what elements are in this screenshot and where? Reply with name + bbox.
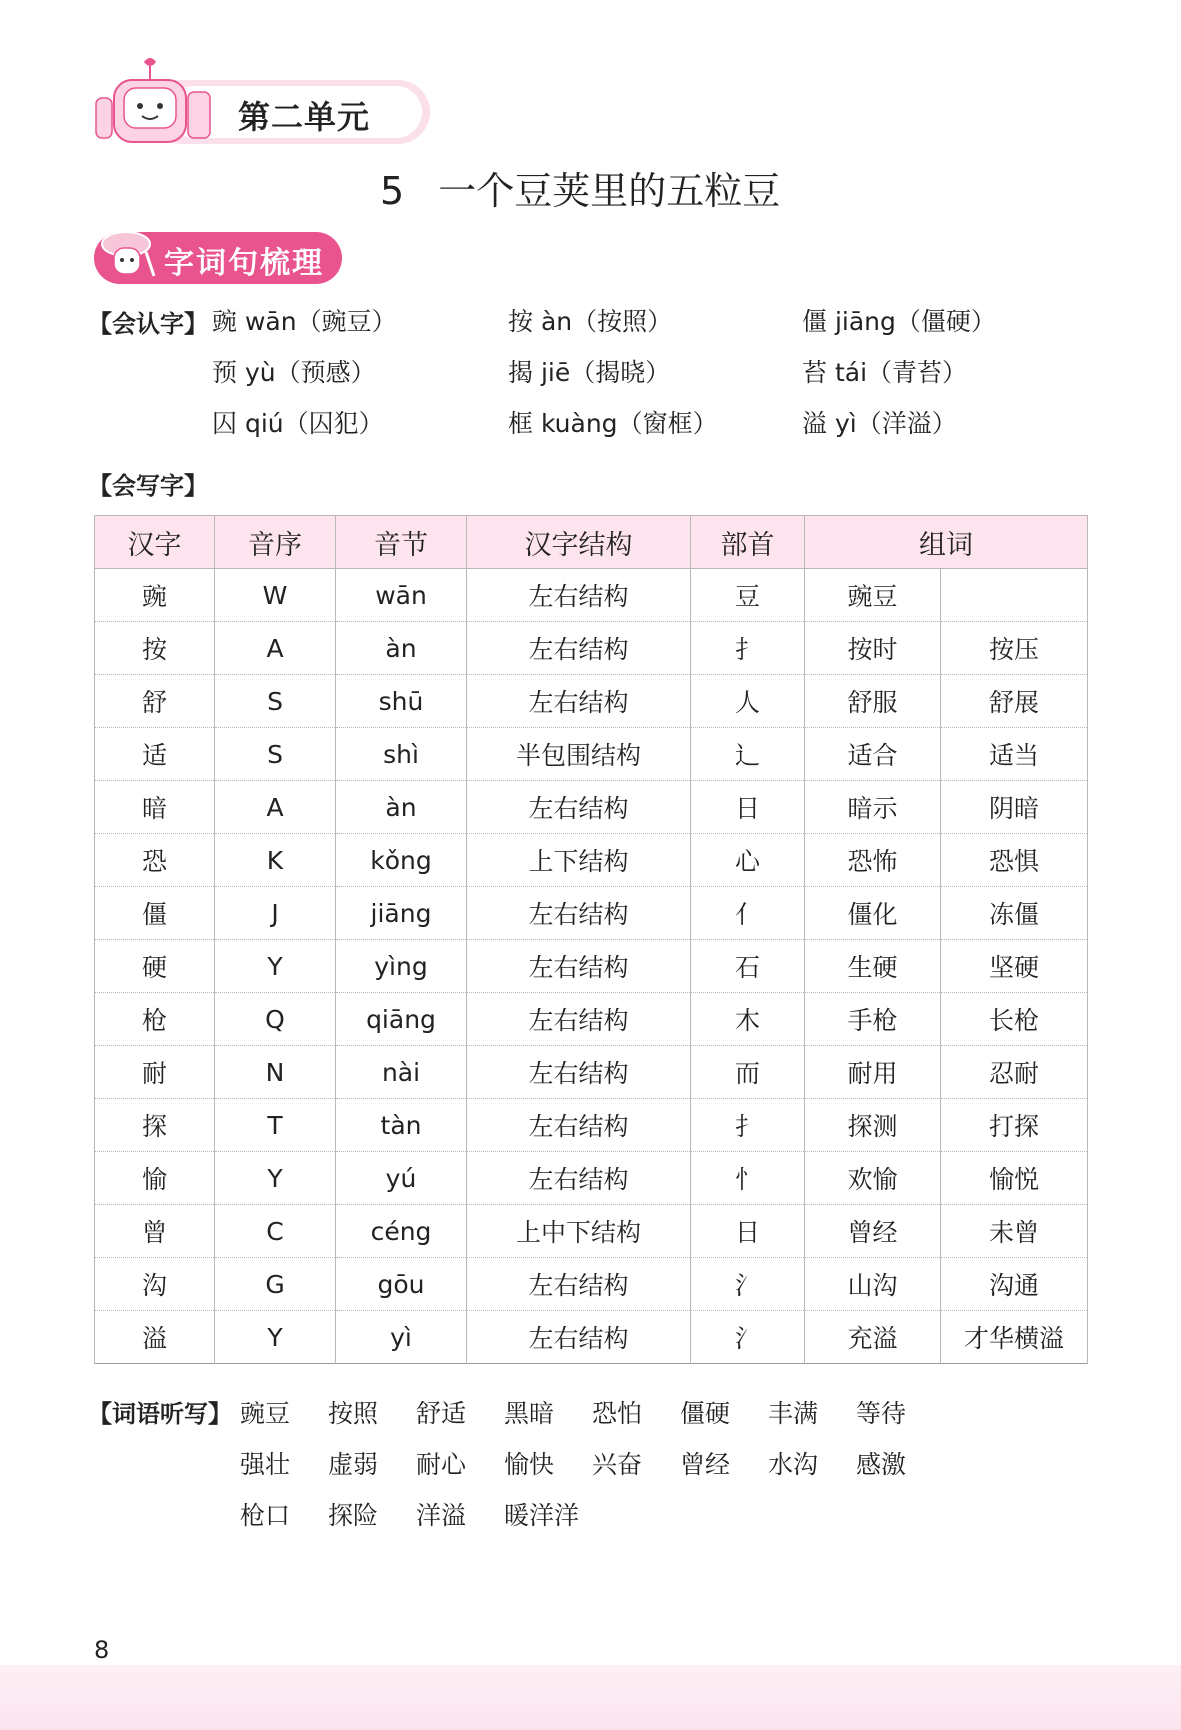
header-structure: 汉字结构 xyxy=(467,516,691,569)
dictation-word: 曾经 xyxy=(680,1450,731,1479)
row-word-2 xyxy=(941,569,1088,622)
row-word-1: 山沟 xyxy=(805,1258,941,1311)
row-char: 舒 xyxy=(95,675,215,728)
row-radical: 扌 xyxy=(691,1099,805,1152)
recognize-item: 豌 wān（豌豆） xyxy=(212,307,397,336)
row-word-1: 充溢 xyxy=(805,1311,941,1364)
dictation-word: 强壮 xyxy=(240,1450,291,1479)
dictation-word: 探险 xyxy=(328,1501,379,1530)
mushroom-mascot-icon xyxy=(96,226,160,286)
row-structure: 左右结构 xyxy=(467,1311,691,1364)
row-pinyin: wān xyxy=(336,569,467,622)
row-word-2: 愉悦 xyxy=(941,1152,1088,1205)
row-char: 暗 xyxy=(95,781,215,834)
dictation-word: 等待 xyxy=(856,1399,907,1428)
row-word-2: 按压 xyxy=(941,622,1088,675)
row-pinyin: jiāng xyxy=(336,887,467,940)
table-row xyxy=(95,940,1088,993)
dictation-word: 恐怕 xyxy=(592,1399,643,1428)
table-row xyxy=(95,1152,1088,1205)
row-char: 愉 xyxy=(95,1152,215,1205)
row-structure: 上下结构 xyxy=(467,834,691,887)
row-radical: 心 xyxy=(691,834,805,887)
row-structure: 左右结构 xyxy=(467,1099,691,1152)
row-radical: 辶 xyxy=(691,728,805,781)
recognize-item: 框 kuàng（窗框） xyxy=(508,409,718,438)
row-word-2: 适当 xyxy=(941,728,1088,781)
dictation-word: 暖洋洋 xyxy=(504,1501,580,1530)
dictation-word: 水沟 xyxy=(768,1450,819,1479)
row-letter: Y xyxy=(215,940,336,993)
row-letter: N xyxy=(215,1046,336,1099)
dictation-word: 按照 xyxy=(328,1399,379,1428)
robot-mascot-icon xyxy=(92,52,222,152)
header-words: 组词 xyxy=(805,516,1088,569)
row-letter: W xyxy=(215,569,336,622)
table-row xyxy=(95,1205,1088,1258)
table-row xyxy=(95,1258,1088,1311)
row-radical: 扌 xyxy=(691,622,805,675)
row-letter: T xyxy=(215,1099,336,1152)
row-pinyin: céng xyxy=(336,1205,467,1258)
row-pinyin: tàn xyxy=(336,1099,467,1152)
table-row xyxy=(95,728,1088,781)
lesson-title xyxy=(380,160,780,215)
section-label: 字词句梳理 xyxy=(164,246,324,281)
row-letter: G xyxy=(215,1258,336,1311)
dictation-word: 兴奋 xyxy=(592,1450,643,1479)
row-char: 曾 xyxy=(95,1205,215,1258)
row-letter: Y xyxy=(215,1152,336,1205)
row-char: 溢 xyxy=(95,1311,215,1364)
row-structure: 左右结构 xyxy=(467,887,691,940)
row-word-2: 才华横溢 xyxy=(941,1311,1088,1364)
row-char: 豌 xyxy=(95,569,215,622)
row-word-1: 豌豆 xyxy=(805,569,941,622)
lesson-name: 一个豆荚里的五粒豆 xyxy=(438,169,781,213)
row-word-1: 按时 xyxy=(805,622,941,675)
row-word-2: 冻僵 xyxy=(941,887,1088,940)
row-letter: C xyxy=(215,1205,336,1258)
table-header-row xyxy=(95,516,1088,569)
row-word-1: 手枪 xyxy=(805,993,941,1046)
row-pinyin: àn xyxy=(336,781,467,834)
row-word-1: 耐用 xyxy=(805,1046,941,1099)
dictation-word: 枪口 xyxy=(240,1501,291,1530)
table-row xyxy=(95,887,1088,940)
row-pinyin: gōu xyxy=(336,1258,467,1311)
row-pinyin: kǒng xyxy=(336,834,467,887)
row-radical: 而 xyxy=(691,1046,805,1099)
unit-title: 第二单元 xyxy=(238,98,371,136)
table-row xyxy=(95,569,1088,622)
row-letter: J xyxy=(215,887,336,940)
row-word-2: 沟通 xyxy=(941,1258,1088,1311)
row-char: 僵 xyxy=(95,887,215,940)
row-radical: 氵 xyxy=(691,1258,805,1311)
row-word-1: 曾经 xyxy=(805,1205,941,1258)
row-word-1: 舒服 xyxy=(805,675,941,728)
table-row xyxy=(95,781,1088,834)
row-structure: 左右结构 xyxy=(467,1258,691,1311)
row-letter: Q xyxy=(215,993,336,1046)
row-word-1: 探测 xyxy=(805,1099,941,1152)
dictation-word: 洋溢 xyxy=(416,1501,467,1530)
row-structure: 半包围结构 xyxy=(467,728,691,781)
row-char: 耐 xyxy=(95,1046,215,1099)
page-number: 8 xyxy=(94,1636,110,1664)
page-footer-band xyxy=(0,1665,1181,1730)
row-structure: 左右结构 xyxy=(467,675,691,728)
row-word-1: 适合 xyxy=(805,728,941,781)
dictation-word: 舒适 xyxy=(416,1399,467,1428)
row-radical: 豆 xyxy=(691,569,805,622)
row-radical: 日 xyxy=(691,1205,805,1258)
row-word-2: 长枪 xyxy=(941,993,1088,1046)
row-char: 按 xyxy=(95,622,215,675)
row-word-1: 暗示 xyxy=(805,781,941,834)
row-char: 沟 xyxy=(95,1258,215,1311)
dictation-word: 丰满 xyxy=(768,1399,819,1428)
row-structure: 上中下结构 xyxy=(467,1205,691,1258)
row-char: 硬 xyxy=(95,940,215,993)
row-structure: 左右结构 xyxy=(467,622,691,675)
row-word-2: 舒展 xyxy=(941,675,1088,728)
dictation-word: 感激 xyxy=(856,1450,907,1479)
table-row xyxy=(95,675,1088,728)
row-radical: 木 xyxy=(691,993,805,1046)
recognize-item: 僵 jiāng（僵硬） xyxy=(802,307,996,336)
row-letter: S xyxy=(215,728,336,781)
row-char: 枪 xyxy=(95,993,215,1046)
row-structure: 左右结构 xyxy=(467,1046,691,1099)
row-letter: K xyxy=(215,834,336,887)
table-row xyxy=(95,1311,1088,1364)
row-word-2: 打探 xyxy=(941,1099,1088,1152)
row-structure: 左右结构 xyxy=(467,993,691,1046)
lesson-number: 5 xyxy=(380,169,405,213)
write-label: 【会写字】 xyxy=(88,472,208,500)
row-word-2: 忍耐 xyxy=(941,1046,1088,1099)
recognize-item: 揭 jiē（揭晓） xyxy=(508,358,671,387)
dictation-word: 虚弱 xyxy=(328,1450,379,1479)
row-radical: 日 xyxy=(691,781,805,834)
row-pinyin: àn xyxy=(336,622,467,675)
dictation-label: 【词语听写】 xyxy=(88,1400,232,1428)
header-char: 汉字 xyxy=(95,516,215,569)
recognize-item: 囚 qiú（囚犯） xyxy=(212,409,384,438)
table-row xyxy=(95,993,1088,1046)
row-char: 适 xyxy=(95,728,215,781)
row-structure: 左右结构 xyxy=(467,781,691,834)
row-word-2: 恐惧 xyxy=(941,834,1088,887)
row-pinyin: shū xyxy=(336,675,467,728)
row-pinyin: shì xyxy=(336,728,467,781)
write-table xyxy=(94,515,1088,1364)
row-word-1: 僵化 xyxy=(805,887,941,940)
row-word-1: 恐怖 xyxy=(805,834,941,887)
row-pinyin: nài xyxy=(336,1046,467,1099)
row-char: 恐 xyxy=(95,834,215,887)
row-letter: A xyxy=(215,622,336,675)
row-pinyin: yìng xyxy=(336,940,467,993)
row-word-1: 欢愉 xyxy=(805,1152,941,1205)
row-structure: 左右结构 xyxy=(467,569,691,622)
table-row xyxy=(95,834,1088,887)
row-letter: A xyxy=(215,781,336,834)
recognize-item: 苔 tái（青苔） xyxy=(802,358,968,387)
dictation-word: 耐心 xyxy=(416,1450,467,1479)
header-radical: 部首 xyxy=(691,516,805,569)
row-pinyin: qiāng xyxy=(336,993,467,1046)
row-radical: 忄 xyxy=(691,1152,805,1205)
recognize-item: 溢 yì（洋溢） xyxy=(802,409,957,438)
row-structure: 左右结构 xyxy=(467,1152,691,1205)
row-radical: 氵 xyxy=(691,1311,805,1364)
dictation-word: 豌豆 xyxy=(240,1399,291,1428)
table-row xyxy=(95,1099,1088,1152)
row-pinyin: yì xyxy=(336,1311,467,1364)
row-word-2: 坚硬 xyxy=(941,940,1088,993)
row-word-2: 未曾 xyxy=(941,1205,1088,1258)
dictation-word: 黑暗 xyxy=(504,1399,555,1428)
dictation-word: 愉快 xyxy=(504,1450,555,1479)
row-letter: Y xyxy=(215,1311,336,1364)
recognize-item: 按 àn（按照） xyxy=(508,307,673,336)
row-letter: S xyxy=(215,675,336,728)
row-radical: 石 xyxy=(691,940,805,993)
row-char: 探 xyxy=(95,1099,215,1152)
row-structure: 左右结构 xyxy=(467,940,691,993)
write-table-body xyxy=(95,569,1088,1364)
row-radical: 亻 xyxy=(691,887,805,940)
row-word-1: 生硬 xyxy=(805,940,941,993)
row-radical: 人 xyxy=(691,675,805,728)
table-row xyxy=(95,622,1088,675)
recognize-item: 预 yù（预感） xyxy=(212,358,376,387)
row-word-2: 阴暗 xyxy=(941,781,1088,834)
row-pinyin: yú xyxy=(336,1152,467,1205)
recognize-label: 【会认字】 xyxy=(88,310,208,338)
header-pinyin: 音节 xyxy=(336,516,467,569)
dictation-word: 僵硬 xyxy=(680,1399,731,1428)
table-row xyxy=(95,1046,1088,1099)
header-letter: 音序 xyxy=(215,516,336,569)
